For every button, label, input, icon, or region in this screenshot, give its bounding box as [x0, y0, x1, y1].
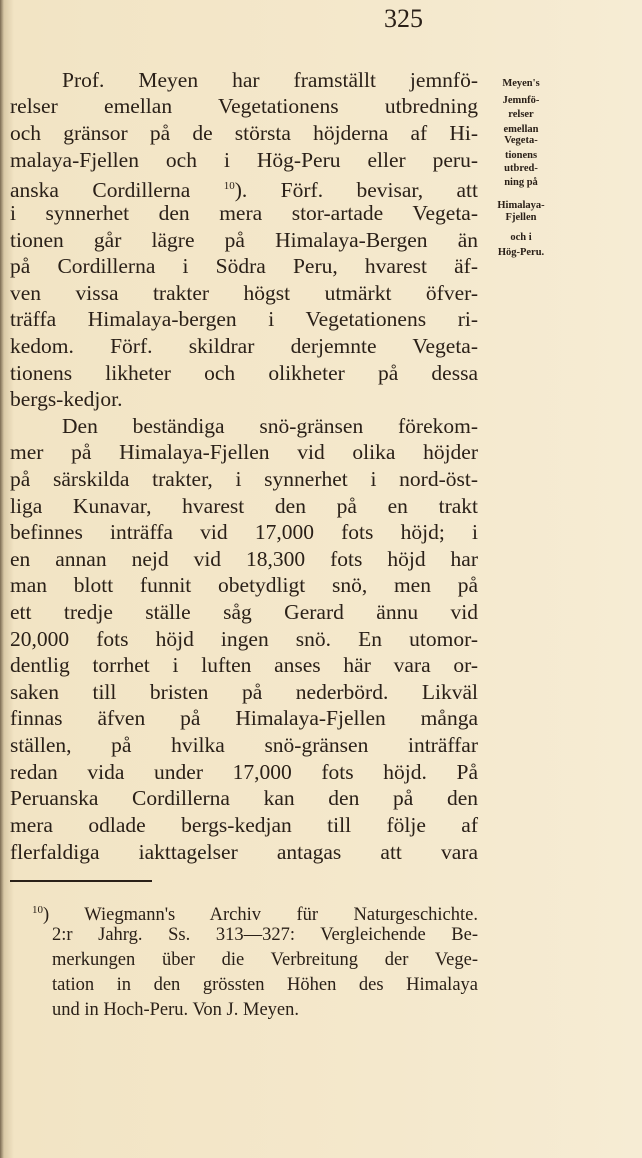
text-line: finnas äfven på Himalaya-Fjellen många — [10, 706, 478, 730]
margin-note-line: ning på — [504, 177, 538, 188]
text-line: man blott funnit obetydligt snö, men på — [10, 573, 478, 597]
margin-note-line: utbred- — [504, 163, 538, 174]
text-line: mera odlade bergs-kedjan till följe af — [10, 813, 478, 837]
margin-note-line: Himalaya- — [497, 200, 545, 211]
margin-note-line: relser — [508, 109, 534, 120]
text-fragment: ) Wiegmann's Archiv für Naturgeschichte. — [43, 905, 478, 926]
margin-note-line: tionens — [504, 150, 538, 161]
text-fragment: ). Förf. bevisar, att — [234, 178, 479, 203]
text-line: Peruanska Cordillerna kan den på den — [10, 786, 478, 810]
text-line: på särskilda trakter, i synnerhet i nord-öst- — [10, 467, 478, 491]
text-line: relser emellan Vegetationens utbredning — [10, 94, 478, 118]
footnote-line: tation in den grössten Höhen des Himalaya — [52, 975, 478, 995]
footnote-number: 10 — [32, 904, 43, 916]
margin-note-line: och i — [510, 232, 532, 243]
footnote-line: merkungen über die Verbreitung der Vege- — [52, 950, 478, 970]
text-fragment: anska Cordillerna — [10, 178, 191, 203]
text-line: liga Kunavar, hvarest den på en trakt — [10, 494, 478, 518]
margin-note-line: emellan — [503, 124, 539, 135]
margin-note-line: Hög-Peru. — [497, 247, 545, 258]
text-line: bergs-kedjor. — [10, 387, 123, 411]
text-line: träffa Himalaya-bergen i Vegetationens ri- — [10, 307, 478, 331]
footnote-line — [32, 899, 478, 926]
margin-note-line: Vegeta- — [504, 135, 538, 146]
text-line: flerfaldiga iakttagelser antagas att vara — [10, 840, 478, 864]
margin-note-line: Meyen's — [502, 78, 540, 89]
text-line: saken till bristen på nederbörd. Likväl — [10, 680, 478, 704]
text-line: i synnerhet den mera stor-artade Vegeta- — [10, 201, 478, 225]
page-number: 325 — [384, 4, 423, 33]
text-line: ställen, på hvilka snö-gränsen inträffar — [10, 733, 478, 757]
text-line: redan vida under 17,000 fots höjd. På — [10, 760, 478, 784]
text-line: mer på Himalaya-Fjellen vid olika höjder — [10, 440, 478, 464]
footnote-divider — [10, 880, 152, 882]
text-line: och gränsor på de största höjderna af Hi- — [10, 121, 478, 145]
footnote-line: 2:r Jahrg. Ss. 313—327: Vergleichende Be- — [52, 925, 478, 945]
text-line: 20,000 fots höjd ingen snö. En utomor- — [10, 627, 478, 651]
text-line: Den beständiga snö-gränsen förekom- — [62, 414, 478, 438]
text-line: tionens likheter och olikheter på dessa — [10, 361, 478, 385]
text-line: dentlig torrhet i luften anses här vara or- — [10, 653, 478, 677]
text-line: på Cordillerna i Södra Peru, hvarest äf- — [10, 254, 478, 278]
margin-note-line: Jemnfö- — [502, 95, 540, 106]
text-line: ett tredje ställe såg Gerard ännu vid — [10, 600, 478, 624]
text-line: en annan nejd vid 18,300 fots höjd har — [10, 547, 478, 571]
text-line: kedom. Förf. skildrar derjemnte Vegeta- — [10, 334, 478, 358]
text-line: ven vissa trakter högst utmärkt öfver- — [10, 281, 478, 305]
text-line: malaya-Fjellen och i Hög-Peru eller peru- — [10, 148, 478, 172]
footnote-ref: 10 — [223, 180, 235, 192]
text-line: Prof. Meyen har framställt jemnfö- — [62, 68, 478, 92]
text-line — [10, 174, 478, 202]
text-line: befinnes inträffa vid 17,000 fots höjd; i — [10, 520, 478, 544]
footnote-line: und in Hoch-Peru. Von J. Meyen. — [52, 1000, 299, 1020]
text-line: tionen går lägre på Himalaya-Bergen än — [10, 228, 478, 252]
margin-note-line: Fjellen — [505, 212, 537, 223]
